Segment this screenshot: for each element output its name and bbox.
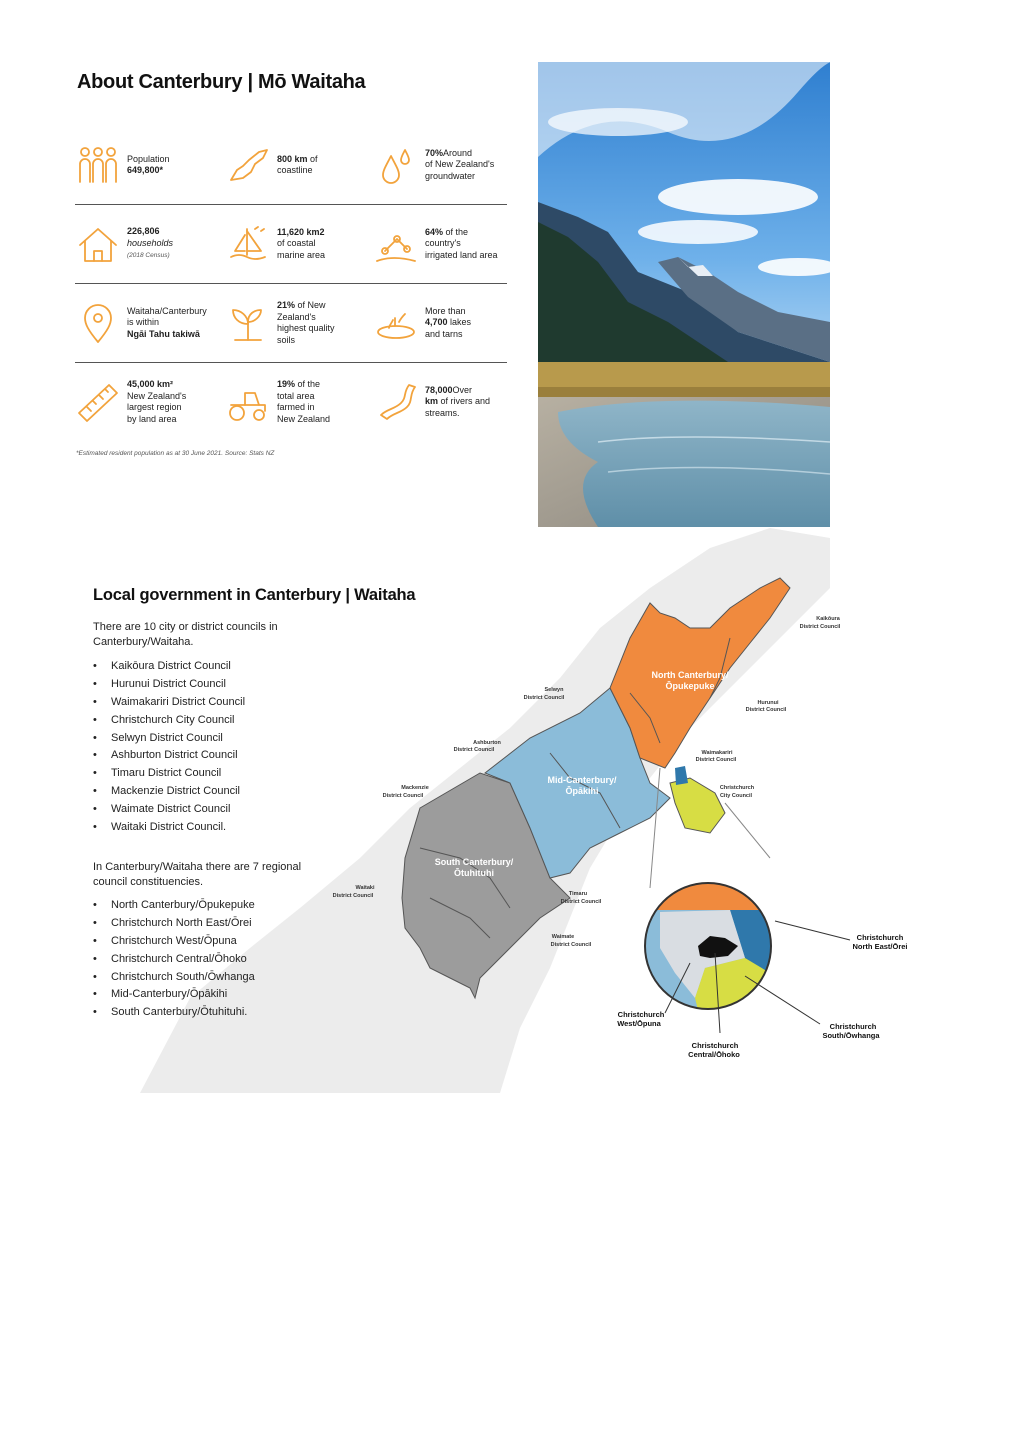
council-list-item: • Timaru District Council (93, 765, 245, 783)
stat-text: 21% of New Zealand's highest quality soils (277, 300, 335, 345)
people-icon (75, 142, 121, 188)
councils-intro: There are 10 city or district councils in Canterbury/Waitaha. (93, 621, 278, 648)
landscape-photo (538, 62, 830, 527)
south-label: Christchurch (829, 1022, 877, 1031)
council-list-item: • Hurunui District Council (93, 676, 245, 694)
mackenzie-label-2: District Council (382, 793, 424, 799)
seedling-icon (225, 300, 271, 346)
stat-text: Population 649,800* (127, 153, 170, 175)
constituency-list (93, 897, 255, 1022)
ashburton-label-2: District Council (453, 747, 495, 753)
central-label: Christchurch (691, 1041, 739, 1050)
sailboat-icon (225, 221, 271, 267)
stat-text: 226,806 households (2018 Census) (127, 226, 174, 260)
stat-item (373, 284, 518, 362)
central-label-2: Central/Ōhoko (688, 1050, 740, 1059)
hurunui-label: Hurunui (757, 700, 779, 706)
selwyn-label: Selwyn (544, 687, 564, 693)
stats-row (75, 363, 507, 441)
constituency-list-item: • North Canterbury/Ōpukepuke (93, 897, 255, 915)
north-canterbury-label-2: Ōpukepuke (665, 681, 715, 691)
local-government-title: Local government in Canterbury | Waitaha (93, 586, 416, 604)
council-list-item: • Selwyn District Council (93, 730, 245, 748)
timaru-label: Timaru (568, 891, 588, 897)
stat-text: 45,000 km² New Zealand's largest region by land area (127, 379, 187, 424)
mid-canterbury-label: Mid-Canterbury/ (547, 775, 617, 785)
stat-text: More than 4,700 lakes and tarns (425, 305, 472, 339)
christchurch-ne-region (675, 766, 688, 785)
mid-canterbury-label-2: Ōpākihi (565, 786, 599, 796)
waitaki-label-2: District Council (332, 893, 374, 899)
coastline-icon (225, 142, 271, 188)
water-drops-icon (373, 142, 419, 188)
stat-text: 78,000Over km of rivers and streams. (425, 384, 491, 418)
stat-item (225, 205, 370, 283)
council-list-item: • Christchurch City Council (93, 712, 245, 730)
stat-text: 64% of the country's irrigated land area (425, 226, 498, 260)
constituency-list-item: • Christchurch North East/Ōrei (93, 915, 255, 933)
council-list-item: • Waitaki District Council. (93, 819, 245, 837)
council-list (93, 658, 245, 837)
stat-text: 19% of the total area farmed in New Zealand (277, 379, 331, 424)
stat-item (75, 284, 220, 362)
stat-text: 11,620 km2 of coastal marine area (277, 226, 326, 260)
timaru-label-2: District Council (560, 899, 602, 905)
waimate-label-2: District Council (550, 942, 592, 948)
west-label: Christchurch (617, 1010, 665, 1019)
waimate-label: Waimate (551, 934, 575, 940)
constituency-list-item: • Christchurch West/Ōpuna (93, 933, 255, 951)
south-canterbury-label: South Canterbury/ (434, 857, 514, 867)
constituency-list-item: • Christchurch South/Ōwhanga (93, 969, 255, 987)
christchurch-city-label: Christchurch (719, 785, 755, 791)
waimakariri-label: Waimakariri (701, 750, 733, 756)
ne-label-2: North East/Ōrei (852, 942, 908, 951)
stat-item (75, 126, 220, 204)
location-pin-icon (75, 300, 121, 346)
lake-icon (373, 300, 419, 346)
ruler-icon (75, 379, 121, 425)
constituency-intro: In Canterbury/Waitaha there are 7 regional council constituencies. (93, 861, 302, 888)
house-icon (75, 221, 121, 267)
stats-grid (75, 126, 507, 441)
stat-text: Waitaha/Canterbury is within Ngāi Tahu takiwā (127, 305, 207, 339)
constituency-list-item: • Mid-Canterbury/Ōpākihi (93, 986, 255, 1004)
population-footnote: *Estimated resident population as at 30 June 2021. Source: Stats NZ (76, 450, 275, 457)
north-canterbury-label: North Canterbury/ (651, 670, 729, 680)
stat-item (225, 126, 370, 204)
stat-text: 800 km of coastline (277, 153, 318, 175)
stats-row (75, 126, 507, 205)
stats-row (75, 205, 507, 284)
christchurch-city-label-2: City Council (719, 793, 753, 799)
river-icon (373, 379, 419, 425)
stat-text: 70%Around of New Zealand's groundwater (425, 147, 495, 181)
stat-item (75, 205, 220, 283)
christchurch-city-region (670, 778, 725, 833)
council-list-item: • Waimate District Council (93, 801, 245, 819)
stats-row (75, 284, 507, 363)
waimakariri-label-2: District Council (695, 757, 737, 763)
kaikoura-label-2: District Council (799, 624, 841, 630)
constituency-list-item: • South Canterbury/Ōtuhituhi. (93, 1004, 255, 1022)
west-label-2: West/Ōpuna (617, 1019, 661, 1028)
tractor-icon (225, 379, 271, 425)
south-label-2: South/Ōwhanga (822, 1031, 880, 1040)
stat-item (373, 126, 518, 204)
stat-item (225, 363, 370, 441)
constituency-list-item: • Christchurch Central/Ōhoko (93, 951, 255, 969)
council-list-item: • Mackenzie District Council (93, 783, 245, 801)
stat-item (373, 205, 518, 283)
hurunui-label-2: District Council (745, 707, 787, 713)
selwyn-label-2: District Council (523, 695, 565, 701)
stat-item (373, 363, 518, 441)
about-title: About Canterbury | Mō Waitaha (77, 71, 366, 93)
irrigation-icon (373, 221, 419, 267)
council-list-item: • Kaikōura District Council (93, 658, 245, 676)
stat-item (75, 363, 220, 441)
stat-item (225, 284, 370, 362)
waitaki-label: Waitaki (355, 885, 375, 891)
south-canterbury-label-2: Ōtuhituhi (454, 868, 494, 878)
kaikoura-label: Kaikōura (816, 616, 840, 622)
council-list-item: • Waimakariri District Council (93, 694, 245, 712)
ne-label: Christchurch (856, 933, 904, 942)
mackenzie-label: Mackenzie (401, 785, 429, 791)
christchurch-zoom-inset (640, 878, 780, 1018)
ashburton-label: Ashburton (473, 740, 501, 746)
council-list-item: • Ashburton District Council (93, 747, 245, 765)
